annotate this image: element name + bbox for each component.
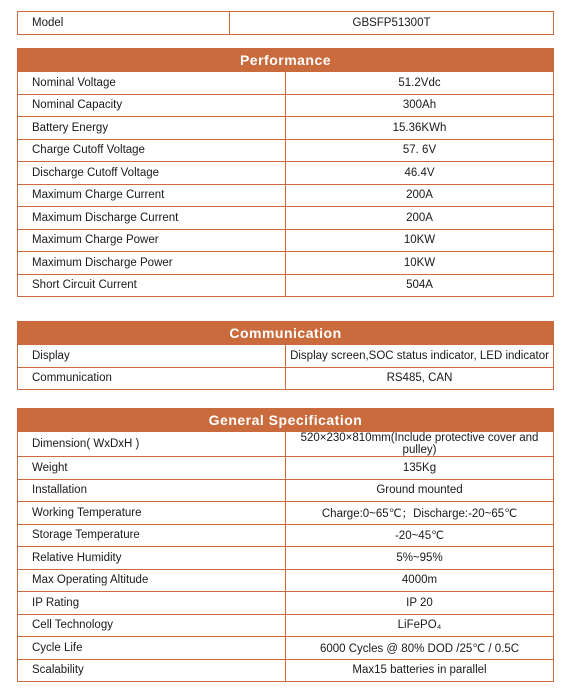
general-specification-title: General Specification — [18, 409, 554, 432]
spec-value: 6000 Cycles @ 80% DOD /25℃ / 0.5C — [286, 637, 554, 660]
spec-value: 15.36KWh — [286, 117, 554, 140]
general-specification-table — [17, 408, 554, 682]
spec-value: Display screen,SOC status indicator, LED indicator — [286, 345, 554, 368]
performance-title: Performance — [18, 49, 554, 72]
model-label: Model — [18, 12, 230, 35]
spec-value: 520×230×810mm(Include protective cover and pulley) — [286, 432, 554, 457]
communication-title: Communication — [18, 322, 554, 345]
table-row — [18, 479, 554, 502]
spec-label: Maximum Discharge Power — [18, 252, 286, 275]
table-row — [18, 184, 554, 207]
model-table — [17, 11, 554, 35]
spec-label: Nominal Capacity — [18, 94, 286, 117]
table-row — [18, 524, 554, 547]
performance-table — [17, 48, 554, 297]
table-row — [18, 139, 554, 162]
spec-value: 57. 6V — [286, 139, 554, 162]
spec-value: 5%~95% — [286, 547, 554, 570]
spec-value: RS485, CAN — [286, 367, 554, 390]
spec-value: 10KW — [286, 252, 554, 275]
spec-label: Working Temperature — [18, 502, 286, 525]
spec-value: Ground mounted — [286, 479, 554, 502]
table-row — [18, 274, 554, 297]
table-row — [18, 614, 554, 637]
spec-label: Communication — [18, 367, 286, 390]
spec-value: 200A — [286, 207, 554, 230]
spec-label: Installation — [18, 479, 286, 502]
spec-label: Charge Cutoff Voltage — [18, 139, 286, 162]
table-row — [18, 207, 554, 230]
table-row — [18, 229, 554, 252]
spec-label: Cell Technology — [18, 614, 286, 637]
spec-value: 10KW — [286, 229, 554, 252]
table-row — [18, 252, 554, 275]
spec-label: Scalability — [18, 659, 286, 682]
spec-value: 4000m — [286, 569, 554, 592]
spec-value: IP 20 — [286, 592, 554, 615]
table-row — [18, 547, 554, 570]
spec-label: Maximum Charge Power — [18, 229, 286, 252]
spec-label: Nominal Voltage — [18, 72, 286, 95]
spec-label: Discharge Cutoff Voltage — [18, 162, 286, 185]
table-row — [18, 367, 554, 390]
spec-value: 51.2Vdc — [286, 72, 554, 95]
spec-label: Short Circuit Current — [18, 274, 286, 297]
spec-label: Storage Temperature — [18, 524, 286, 547]
table-row — [18, 72, 554, 95]
table-row — [18, 345, 554, 368]
spec-label: IP Rating — [18, 592, 286, 615]
table-row — [18, 94, 554, 117]
spec-label: Maximum Discharge Current — [18, 207, 286, 230]
table-row — [18, 659, 554, 682]
spec-value: Charge:0~65℃；Discharge:-20~65℃ — [286, 502, 554, 525]
spec-label: Display — [18, 345, 286, 368]
spec-value: Max15 batteries in parallel — [286, 659, 554, 682]
spec-value: 504A — [286, 274, 554, 297]
spec-label: Cycle Life — [18, 637, 286, 660]
spec-label: Battery Energy — [18, 117, 286, 140]
model-value: GBSFP51300T — [230, 12, 554, 35]
spec-label: Maximum Charge Current — [18, 184, 286, 207]
communication-table — [17, 321, 554, 390]
spec-label: Dimension( WxDxH ) — [18, 432, 286, 457]
spec-value: LiFePO₄ — [286, 614, 554, 637]
spec-value: 300Ah — [286, 94, 554, 117]
table-row — [18, 592, 554, 615]
spec-label: Weight — [18, 457, 286, 480]
spec-value: 46.4V — [286, 162, 554, 185]
table-row — [18, 12, 554, 35]
spec-label: Max Operating Altitude — [18, 569, 286, 592]
spec-label: Relative Humidity — [18, 547, 286, 570]
spec-value: 200A — [286, 184, 554, 207]
spec-value: -20~45℃ — [286, 524, 554, 547]
table-row — [18, 432, 554, 457]
table-row — [18, 569, 554, 592]
table-row — [18, 162, 554, 185]
table-row — [18, 117, 554, 140]
table-row — [18, 457, 554, 480]
table-row — [18, 502, 554, 525]
table-row — [18, 637, 554, 660]
spec-value: 135Kg — [286, 457, 554, 480]
